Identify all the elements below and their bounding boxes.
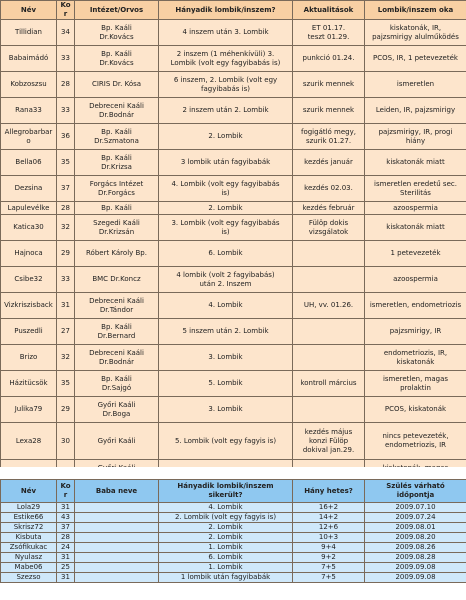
- table-cell: Zsófikukac: [1, 543, 57, 553]
- table-cell: 31: [57, 293, 75, 319]
- column-header: Kor: [57, 1, 75, 20]
- table-cell: Forgács Intézet Dr.Forgács: [75, 176, 159, 202]
- table-cell: 2009.09.08: [365, 563, 466, 573]
- table-cell: 3. Lombik: [159, 345, 293, 371]
- table-cell: azoospermia: [365, 267, 466, 293]
- table-cell: Hajnoca: [1, 241, 57, 267]
- table-cell: 29: [57, 397, 75, 423]
- table-cell: Kisbuta: [1, 533, 57, 543]
- column-header: Baba neve: [75, 480, 159, 503]
- table-cell: 2. Lombik: [159, 124, 293, 150]
- table-cell: 2 inszem (1 méhenkívüli) 3. Lombik (volt egy fagyibabás is): [159, 46, 293, 72]
- table-cell: 2009.07.10: [365, 503, 466, 513]
- table-cell: 16+2: [293, 503, 365, 513]
- waiting-list-body: [1, 20, 466, 486]
- table-cell: [293, 345, 365, 371]
- table-cell: UH, vv. 01.26.: [293, 293, 365, 319]
- table-cell: kezdés február: [293, 202, 365, 215]
- table-cell: Vizkriszisback: [1, 293, 57, 319]
- table-cell: 1. Lombik: [159, 563, 293, 573]
- table-cell: 37: [57, 176, 75, 202]
- table-cell: Lapulevélke: [1, 202, 57, 215]
- table-cell: [293, 241, 365, 267]
- table-cell: Bp. Kaáli Dr.Bernard: [75, 319, 159, 345]
- table-row: [1, 124, 466, 150]
- table-cell: 31: [57, 553, 75, 563]
- table-cell: kezdés május konzi Fülöp dokival jan.29.: [293, 423, 365, 460]
- table-row: [1, 423, 466, 460]
- table-cell: Győri Kaáli: [75, 423, 159, 460]
- table-cell: 5. Lombik: [159, 371, 293, 397]
- table-cell: Bp. Kaáli Dr.Krizsa: [75, 150, 159, 176]
- table-cell: 32: [57, 215, 75, 241]
- table-cell: [75, 563, 159, 573]
- table-cell: [293, 267, 365, 293]
- pregnant-list-table: [0, 479, 466, 583]
- table-row: [1, 241, 466, 267]
- table-cell: 29: [57, 241, 75, 267]
- table-cell: pajzsmirigy, IR: [365, 319, 466, 345]
- table-cell: 7+5: [293, 573, 365, 583]
- table-cell: 35: [57, 371, 75, 397]
- column-header: Név: [1, 480, 57, 503]
- table-cell: Lola29: [1, 503, 57, 513]
- table-row: [1, 46, 466, 72]
- table-row: [1, 202, 466, 215]
- table-cell: Julika79: [1, 397, 57, 423]
- table-cell: 2 inszem után 2. Lombik: [159, 98, 293, 124]
- table-cell: Mabe06: [1, 563, 57, 573]
- table-cell: 4 inszem után 3. Lombik: [159, 20, 293, 46]
- table-row: [1, 20, 466, 46]
- table-cell: kiskatonák miatt: [365, 215, 466, 241]
- column-header: Hány hetes?: [293, 480, 365, 503]
- table-cell: ismeretlen, endometriozis: [365, 293, 466, 319]
- table-row: [1, 345, 466, 371]
- table-cell: pajzsmirigy, IR, progi hiány: [365, 124, 466, 150]
- table-cell: 37: [57, 523, 75, 533]
- table-cell: Nyulasz: [1, 553, 57, 563]
- table-cell: 35: [57, 150, 75, 176]
- table-cell: CIRIS Dr. Kósa: [75, 72, 159, 98]
- table-cell: 5. Lombik (volt egy fagyis is): [159, 423, 293, 460]
- table-row: [1, 215, 466, 241]
- table-cell: nincs petevezeték, endometriozis, IR: [365, 423, 466, 460]
- table-cell: BMC Dr.Koncz: [75, 267, 159, 293]
- table-cell: 2. Lombik: [159, 523, 293, 533]
- table-cell: 1. Lombik: [159, 543, 293, 553]
- table-cell: Bp. Kaáli Dr.Szmatona: [75, 124, 159, 150]
- column-header: Szülés várható időpontja: [365, 480, 466, 503]
- table-row: [1, 150, 466, 176]
- table-cell: 4. Lombik: [159, 293, 293, 319]
- table-cell: 36: [57, 124, 75, 150]
- table-cell: 10+3: [293, 533, 365, 543]
- table-cell: 2009.09.08: [365, 573, 466, 583]
- table-cell: 7+5: [293, 563, 365, 573]
- table-cell: ismeretlen eredetű sec. Sterilitás: [365, 176, 466, 202]
- table-cell: 32: [57, 345, 75, 371]
- table-cell: kiskatonák, IR, pajzsmirigy alulműködés: [365, 20, 466, 46]
- table-cell: Kobzoszsu: [1, 72, 57, 98]
- table-cell: 4 lombik (volt 2 fagyibabás) után 2. Inszem: [159, 267, 293, 293]
- header-row: [1, 480, 466, 503]
- table-cell: 28: [57, 202, 75, 215]
- pregnant-list-header: [1, 480, 466, 503]
- table-row: [1, 176, 466, 202]
- table-cell: Rana33: [1, 98, 57, 124]
- table-cell: 33: [57, 267, 75, 293]
- table-cell: kezdés január: [293, 150, 365, 176]
- table-cell: 1 petevezeték: [365, 241, 466, 267]
- column-header: Intézet/Orvos: [75, 1, 159, 20]
- table-row: [1, 293, 466, 319]
- table-cell: Leiden, IR, pajzsmirigy: [365, 98, 466, 124]
- table-cell: 12+6: [293, 523, 365, 533]
- table-cell: Allegrobarbaro: [1, 124, 57, 150]
- table-row: [1, 503, 466, 513]
- table-cell: [293, 397, 365, 423]
- table-cell: 6. Lombik: [159, 553, 293, 563]
- table-cell: Lexa28: [1, 423, 57, 460]
- table-cell: kezdés 02.03.: [293, 176, 365, 202]
- table-cell: [75, 543, 159, 553]
- table-cell: Bp. Kaáli Dr.Kovács: [75, 20, 159, 46]
- table-row: [1, 98, 466, 124]
- column-header: Kor: [57, 480, 75, 503]
- table-cell: 24: [57, 543, 75, 553]
- table-separator: [0, 467, 466, 479]
- table-cell: 43: [57, 513, 75, 523]
- table-cell: 33: [57, 46, 75, 72]
- table-cell: 28: [57, 72, 75, 98]
- table-cell: 33: [57, 98, 75, 124]
- table-cell: 31: [57, 573, 75, 583]
- table-row: [1, 563, 466, 573]
- table-cell: 1 lombik után fagyibabák: [159, 573, 293, 583]
- table-cell: 6 inszem, 2. Lombik (volt egy fagyibabás is): [159, 72, 293, 98]
- pregnant-list-body: [1, 503, 466, 583]
- table-cell: 3. Lombik (volt egy fagyibabás is): [159, 215, 293, 241]
- table-cell: 2009.08.01: [365, 523, 466, 533]
- table-cell: Babaimádó: [1, 46, 57, 72]
- table-cell: kontroll március: [293, 371, 365, 397]
- table-row: [1, 267, 466, 293]
- table-cell: Csibe32: [1, 267, 57, 293]
- table-row: [1, 543, 466, 553]
- table-cell: 30: [57, 423, 75, 460]
- table-cell: 6. Lombik: [159, 241, 293, 267]
- table-cell: fogigátló megy, szurik 01.27.: [293, 124, 365, 150]
- table-cell: Szezso: [1, 573, 57, 583]
- table-cell: Házitücsök: [1, 371, 57, 397]
- table-cell: Bp. Kaáli Dr.Sajgó: [75, 371, 159, 397]
- column-header: Hányadik lombik/inszem sikerült?: [159, 480, 293, 503]
- table-cell: [75, 513, 159, 523]
- table-row: [1, 397, 466, 423]
- table-row: [1, 371, 466, 397]
- table-cell: Brizo: [1, 345, 57, 371]
- table-row: [1, 72, 466, 98]
- table-row: [1, 523, 466, 533]
- table-cell: Győri Kaáli Dr.Boga: [75, 397, 159, 423]
- table-cell: 9+2: [293, 553, 365, 563]
- table-cell: Tillidian: [1, 20, 57, 46]
- table-row: [1, 533, 466, 543]
- header-row: [1, 1, 466, 20]
- table-cell: 3. Lombik: [159, 397, 293, 423]
- table-cell: 4. Lombik: [159, 503, 293, 513]
- table-cell: ismeretlen: [365, 72, 466, 98]
- table-cell: Katica30: [1, 215, 57, 241]
- table-row: [1, 553, 466, 563]
- table-cell: Róbert Károly Bp.: [75, 241, 159, 267]
- table-cell: 2009.08.28: [365, 553, 466, 563]
- table-cell: Debreceni Kaáli Dr.Bodnár: [75, 98, 159, 124]
- table-cell: punkció 01.24.: [293, 46, 365, 72]
- column-header: Név: [1, 1, 57, 20]
- table-cell: 2009.07.24: [365, 513, 466, 523]
- table-cell: 4. Lombik (volt egy fagyibabás is): [159, 176, 293, 202]
- table-cell: Debreceni Kaáli Dr.Bodnár: [75, 345, 159, 371]
- waiting-list-header: [1, 1, 466, 20]
- table-cell: 3 lombik után fagyibabák: [159, 150, 293, 176]
- table-cell: Szegedi Kaáli Dr.Krizsán: [75, 215, 159, 241]
- table-cell: szurik mennek: [293, 72, 365, 98]
- table-cell: Skrisz72: [1, 523, 57, 533]
- table-cell: Fülöp dokis vizsgálatok: [293, 215, 365, 241]
- table-cell: [75, 573, 159, 583]
- table-cell: 2. Lombik: [159, 533, 293, 543]
- table-cell: kiskatonák miatt: [365, 150, 466, 176]
- column-header: Hányadik lombik/inszem?: [159, 1, 293, 20]
- table-cell: Bella06: [1, 150, 57, 176]
- table-cell: PCOS, kiskatonák: [365, 397, 466, 423]
- table-row: [1, 513, 466, 523]
- table-cell: 2009.08.26: [365, 543, 466, 553]
- table-cell: azoospermia: [365, 202, 466, 215]
- table-cell: 14+2: [293, 513, 365, 523]
- column-header: Aktualitások: [293, 1, 365, 20]
- table-cell: 2009.08.20: [365, 533, 466, 543]
- table-cell: Puszedli: [1, 319, 57, 345]
- column-header: Lombik/inszem oka: [365, 1, 466, 20]
- table-cell: [75, 553, 159, 563]
- table-cell: [293, 319, 365, 345]
- table-cell: 25: [57, 563, 75, 573]
- table-cell: 31: [57, 503, 75, 513]
- table-cell: 34: [57, 20, 75, 46]
- table-cell: Debreceni Kaáli Dr.Tándor: [75, 293, 159, 319]
- table-cell: Dezsina: [1, 176, 57, 202]
- table-row: [1, 573, 466, 583]
- table-cell: 27: [57, 319, 75, 345]
- table-row: [1, 319, 466, 345]
- table-cell: ismeretlen, magas prolaktin: [365, 371, 466, 397]
- table-cell: 5 inszem után 2. Lombik: [159, 319, 293, 345]
- table-cell: [75, 503, 159, 513]
- table-cell: [75, 533, 159, 543]
- table-cell: 28: [57, 533, 75, 543]
- table-cell: szurik mennek: [293, 98, 365, 124]
- table-cell: Bp. Kaáli Dr.Kovács: [75, 46, 159, 72]
- table-cell: Estike66: [1, 513, 57, 523]
- table-cell: endometriozis, IR, kiskatonák: [365, 345, 466, 371]
- table-cell: [75, 523, 159, 533]
- table-cell: Bp. Kaáli: [75, 202, 159, 215]
- table-cell: 2. Lombik: [159, 202, 293, 215]
- table-cell: PCOS, IR, 1 petevezeték: [365, 46, 466, 72]
- table-cell: 2. Lombik (volt egy fagyis is): [159, 513, 293, 523]
- table-cell: ET 01.17. teszt 01.29.: [293, 20, 365, 46]
- table-cell: 9+4: [293, 543, 365, 553]
